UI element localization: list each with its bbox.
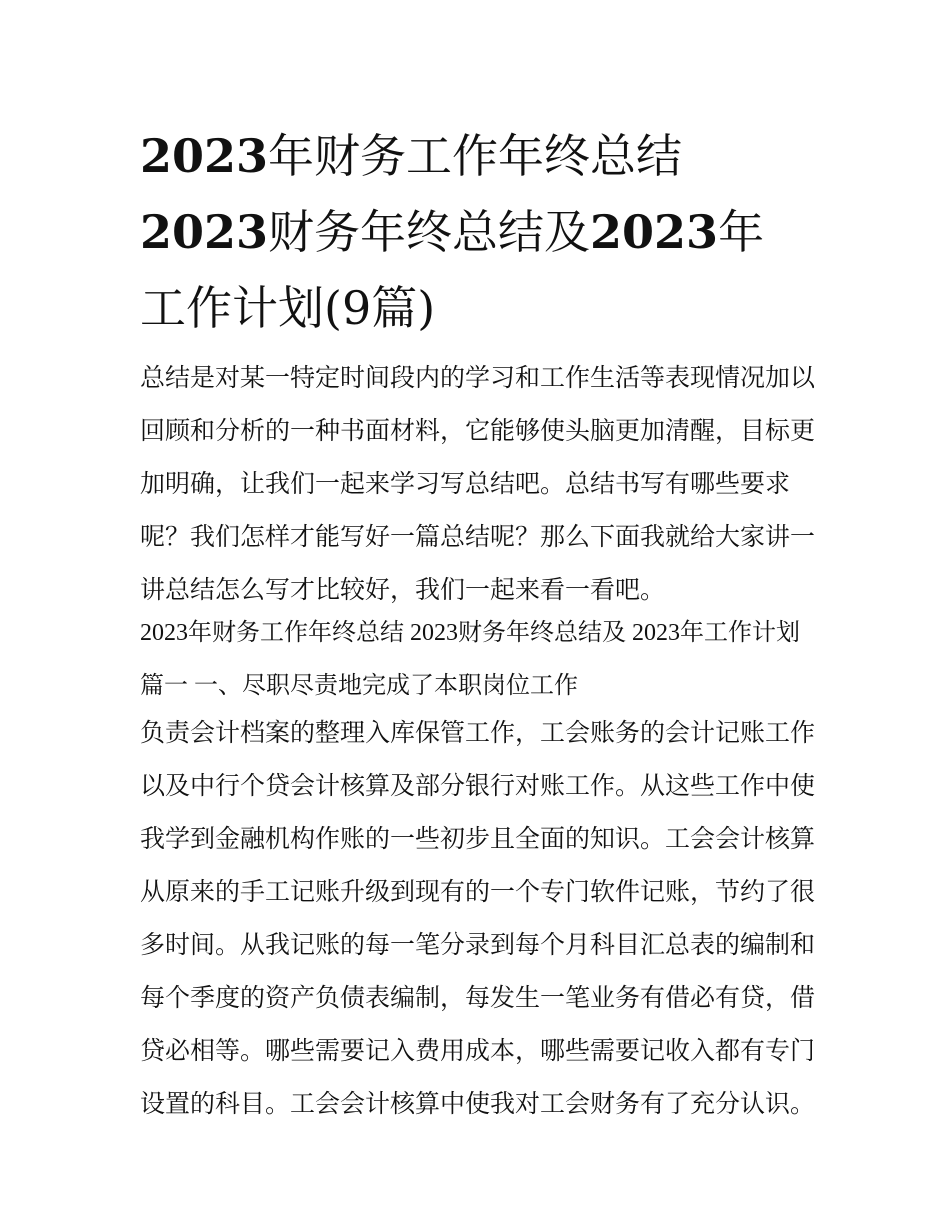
- title-year-2: 2023: [140, 205, 269, 259]
- title-year-3: 2023: [590, 205, 719, 259]
- title-text-4: 工作计划(9篇): [140, 281, 436, 335]
- title-text-1: 年财务工作年终总结: [268, 129, 683, 183]
- title-year-1: 2023: [140, 129, 269, 183]
- section-heading: 2023年财务工作年终总结 2023财务年终总结及 2023年工作计划篇一 一、尽职尽责地完成了本职岗位工作: [140, 620, 800, 699]
- intro-paragraph: 总结是对某一特定时间段内的学习和工作生活等表现情况加以回顾和分析的一种书面材料，它能够使头脑更加清醒，目标更加明确，让我们一起来学习写总结吧。总结书写有哪些要求呢？我们怎样才能写好一篇总结呢？那么下面我就给大家讲一讲总结怎么写才比较好，我们一起来看一看吧。: [140, 363, 816, 604]
- body-paragraph: 负责会计档案的整理入库保管工作，工会账务的会计记账工作以及中行个贷会计核算及部分银行对账工作。从这些工作中使我学到金融机构作账的一些初步且全面的知识。工会会计核算从原来的手工记账升级到现有的一个专门软件记账，节约了很多时间。从我记账的每一笔分录到每个月科目汇总表的编制和每个季度的资产负债表编制，每发生一笔业务有借必有贷，借贷必相等。哪些需要记入费用成本，哪些需要记收入都有专门设置的科目。工会会计核算中使我对工会财务有了充分认识。: [140, 718, 816, 1118]
- document-title: [140, 118, 820, 346]
- title-text-3: 年: [718, 205, 765, 259]
- title-text-2: 财务年终总结及: [268, 205, 591, 259]
